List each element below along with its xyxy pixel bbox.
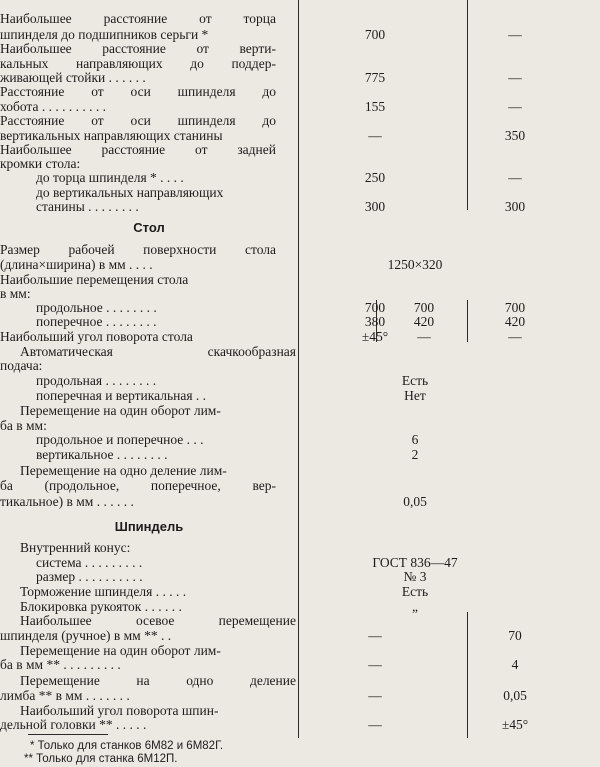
spec-label: продольное . . . . . . . .	[36, 300, 157, 315]
spec-label: продольное и поперечное . . .	[36, 432, 204, 447]
spec-label: Наибольшее расстояние от верти-	[0, 41, 276, 56]
footnote-2: ** Только для станка 6М12П.	[24, 753, 178, 765]
spec-value-c2: —	[417, 329, 431, 344]
spec-value-c1: 700	[364, 300, 386, 315]
spec-row	[0, 613, 600, 629]
spec-value-c1: —	[368, 657, 382, 672]
spec-row	[0, 673, 600, 689]
spec-value-c2: 420	[413, 314, 435, 329]
spec-label: ба в мм:	[0, 418, 47, 433]
section-heading-text: Стол	[133, 220, 165, 235]
spec-value-c3: —	[508, 27, 522, 42]
spec-row	[0, 657, 600, 673]
spec-label: продольная . . . . . . . .	[36, 373, 157, 388]
spec-label: Наибольшее расстояние от торца	[0, 11, 276, 26]
spec-value-c1: 300	[364, 199, 386, 214]
spec-label: Торможение шпинделя . . . . .	[20, 584, 187, 599]
spec-label: поперечное . . . . . . . .	[36, 314, 157, 329]
spec-row	[0, 84, 600, 100]
spec-label: Перемещение на одно деление лим-	[20, 463, 227, 478]
spec-value-c3: —	[508, 70, 522, 85]
spec-value-c3: 300	[504, 199, 526, 214]
spec-row	[0, 329, 600, 345]
spec-label: Расстояние от оси шпинделя до	[0, 113, 276, 128]
spec-row	[0, 388, 600, 404]
spec-label: Автоматическая скачкообразная	[20, 344, 296, 359]
spec-label: станины . . . . . . . .	[36, 199, 139, 214]
spec-value-c1: —	[368, 688, 382, 703]
spec-label: кальных направляющих до поддер-	[0, 56, 276, 71]
spec-value-c3: 4	[511, 657, 519, 672]
spec-label: (длина×ширина) в мм . . . .	[0, 257, 153, 272]
spec-row	[0, 373, 600, 389]
spec-label: шпинделя (ручное) в мм ** . .	[0, 628, 172, 643]
spec-label: Наибольшее осевое перемещение	[20, 613, 296, 628]
spec-label: поперечная и вертикальная . .	[36, 388, 207, 403]
spec-value-cm: Есть	[401, 584, 429, 599]
spec-value-c3: 350	[504, 128, 526, 143]
footnote-rule	[28, 734, 108, 735]
spec-value-cm: Есть	[401, 373, 429, 388]
spec-row	[0, 170, 600, 186]
spec-label: Расстояние от оси шпинделя до	[0, 84, 276, 99]
spec-value-c1: —	[368, 128, 382, 143]
spec-row	[0, 257, 600, 273]
spec-value-cm: № 3	[403, 569, 427, 584]
spec-label: размер . . . . . . . . . .	[36, 569, 143, 584]
spec-value-c1: 250	[364, 170, 386, 185]
spec-row	[0, 494, 600, 510]
spec-row	[0, 463, 600, 479]
spec-label: Внутренний конус:	[20, 540, 131, 555]
spec-value-c3: 420	[504, 314, 526, 329]
spec-row	[0, 242, 600, 258]
spec-value-c1: ±45°	[361, 329, 389, 344]
spec-value-cm: „	[412, 599, 418, 614]
spec-row	[0, 628, 600, 644]
spec-row	[0, 11, 600, 27]
spec-label: Блокировка рукояток . . . . . .	[20, 599, 182, 614]
footnote-1: * Только для станков 6М82 и 6М82Г.	[30, 740, 224, 752]
spec-value-cm: 1250×320	[387, 257, 443, 272]
spec-row	[0, 688, 600, 704]
spec-label: Наибольший угол поворота шпин-	[20, 703, 219, 718]
spec-row	[0, 41, 600, 57]
spec-row	[0, 403, 600, 419]
spec-label: в мм:	[0, 286, 31, 301]
spec-label: Перемещение на один оборот лим-	[20, 403, 221, 418]
spec-row	[0, 432, 600, 448]
spec-label: кромки стола:	[0, 156, 81, 171]
spec-label: шпинделя до подшипников серьги *	[0, 27, 209, 42]
spec-value-c3: 70	[508, 628, 522, 643]
spec-value-c1: —	[368, 628, 382, 643]
spec-value-c3: —	[508, 329, 522, 344]
spec-value-c3: ±45°	[501, 717, 529, 732]
spec-label: Наибольшие перемещения стола	[0, 272, 189, 287]
spec-label: дельной головки ** . . . . .	[0, 717, 147, 732]
spec-label: Наибольший угол поворота стола	[0, 329, 193, 344]
spec-label: система . . . . . . . . .	[36, 555, 143, 570]
spec-label: Перемещение на одно деление	[20, 673, 296, 688]
spec-value-c3: —	[508, 99, 522, 114]
spec-label: Наибольшее расстояние от задней	[0, 142, 276, 157]
spec-row	[0, 540, 600, 556]
spec-value-c3: 0,05	[503, 688, 527, 703]
spec-label: до торца шпинделя * . . . .	[36, 170, 184, 185]
spec-label: вертикальных направляющих станины	[0, 128, 223, 143]
spec-row	[0, 314, 600, 330]
spec-label: хобота . . . . . . . . . .	[0, 99, 106, 114]
spec-value-cm: 2	[411, 447, 419, 462]
spec-value-cm: Нет	[404, 388, 426, 403]
section-heading-text: Шпиндель	[114, 519, 184, 534]
section-heading	[0, 519, 600, 535]
spec-row	[0, 584, 600, 600]
spec-value-c1: 775	[364, 70, 386, 85]
spec-value-c2: 700	[413, 300, 435, 315]
spec-label: до вертикальных направляющих	[36, 185, 224, 200]
spec-label: вертикальное . . . . . . . .	[36, 447, 168, 462]
spec-label: подача:	[0, 358, 43, 373]
spec-row	[0, 358, 600, 374]
spec-row	[0, 113, 600, 129]
spec-row	[0, 199, 600, 215]
spec-label: живающей стойки . . . . . .	[0, 70, 146, 85]
spec-value-c3: —	[508, 170, 522, 185]
spec-label: лимба ** в мм . . . . . . .	[0, 688, 130, 703]
spec-value-cm: 0,05	[403, 494, 427, 509]
spec-row	[0, 569, 600, 585]
spec-value-cm: ГОСТ 836—47	[372, 555, 458, 570]
spec-value-c1: 155	[364, 99, 386, 114]
spec-label: Перемещение на один оборот лим-	[20, 643, 221, 658]
spec-label: ба (продольное, поперечное, вер-	[0, 478, 276, 493]
spec-row	[0, 717, 600, 733]
spec-label: тикальное) в мм . . . . . .	[0, 494, 134, 509]
spec-value-c1: 700	[364, 27, 386, 42]
spec-row	[0, 447, 600, 463]
spec-value-cm: 6	[411, 432, 419, 447]
spec-value-c3: 700	[504, 300, 526, 315]
section-heading	[0, 220, 600, 236]
spec-label: Размер рабочей поверхности стола	[0, 242, 276, 257]
spec-row	[0, 478, 600, 494]
spec-value-c1: 380	[364, 314, 386, 329]
spec-label: ба в мм ** . . . . . . . . .	[0, 657, 121, 672]
spec-value-c1: —	[368, 717, 382, 732]
